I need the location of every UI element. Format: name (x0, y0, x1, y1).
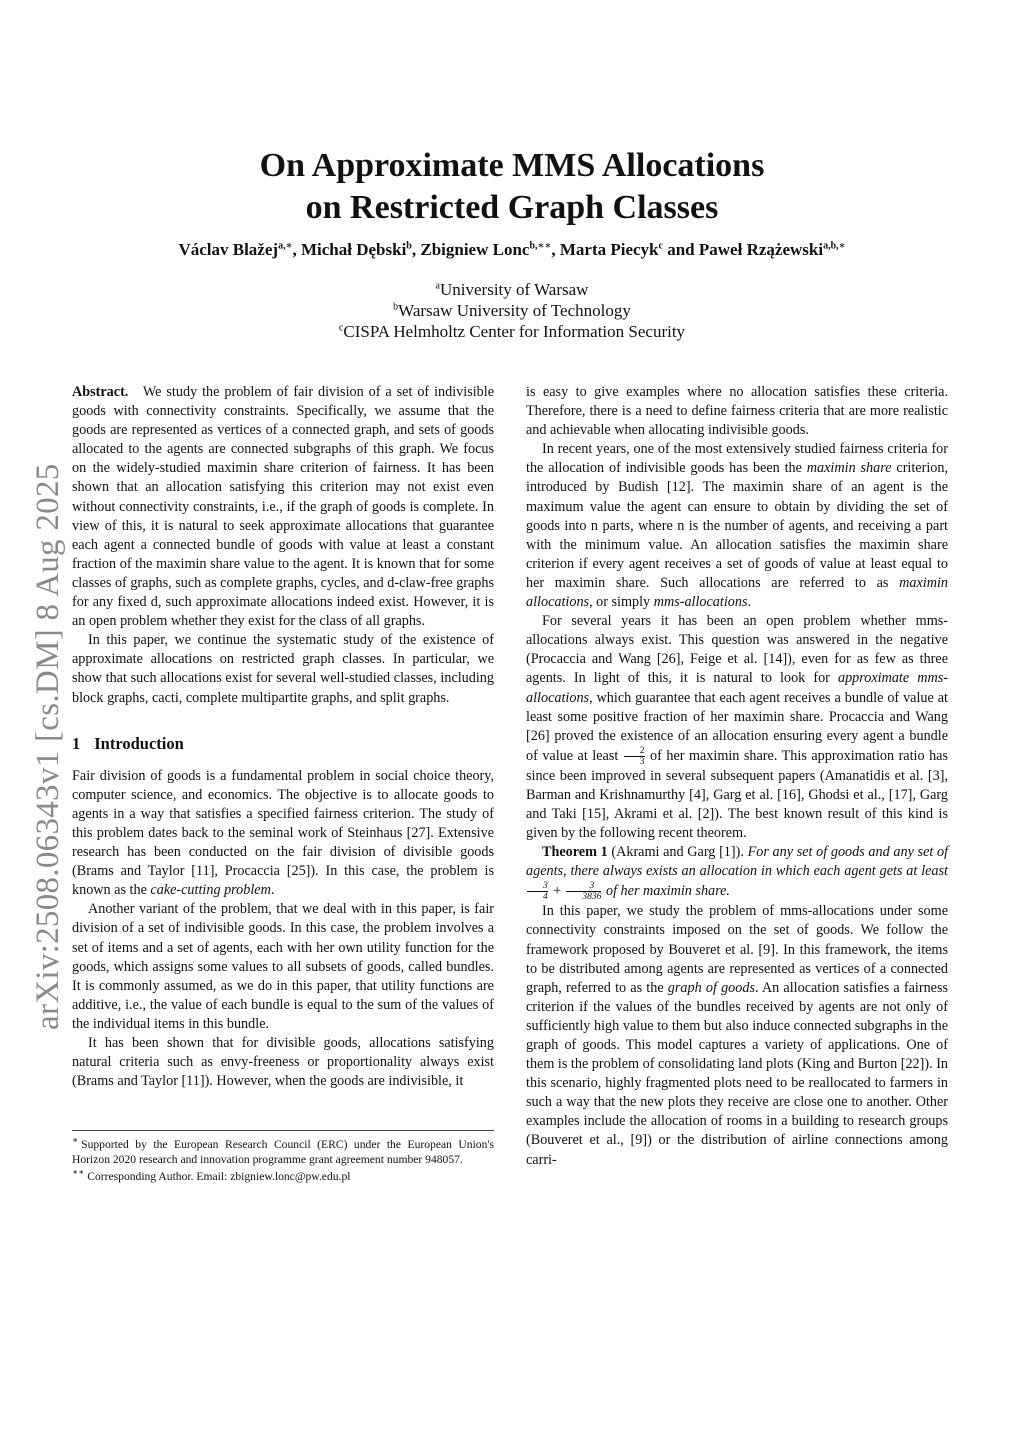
author: Michał Dębski (300, 240, 407, 259)
intro-text: . (270, 882, 275, 899)
intro-paragraph-2: Another variant of the problem, that we deal with in this paper, is fair division of a set of indivisible goods. In this case, the problem involves a set of items and a set of agents, each with her own utility function for the goods, which assigns some values to all subsets of goods, called bundles. It is commonly assumed, as we do in this paper, that utility functions are additive, i.e., the value of each bundle is equal to the sum of the values of the individual items in this bundle. (72, 901, 494, 1032)
author-affil-mark: a,∗ (278, 240, 293, 252)
body-emphasis: maximin allocations (526, 574, 948, 611)
body-text: criterion, introduced by Budish [12]. The maximin share of an agent is the maximum value the agent can ensure to obtain by dividing the set of goods into n parts, where n is the number of agents, and receiving a part with the minimum value. An allocation satisfies the maximin share criterion if every agent receives a set of goods of value at least equal to her maximin share. Such allocations are referred to as (526, 460, 948, 591)
plus-sign: + (552, 883, 562, 900)
body-text: , or simply (589, 594, 654, 611)
section-number: 1 (72, 733, 81, 753)
title-line-1: On Approximate MMS Allocations (259, 147, 765, 184)
author: Marta Piecyk (559, 240, 659, 259)
abstract-text: We study the problem of fair division of a set of indivisible goods with connectivity constraints. Specifically, we assume that the goods are represented as vertices of a connected graph, and sets of goods allocated to the agents are connected subgraphs of this graph. We focus on the widely-studied maximin share criterion of fairness. It has been shown that an allocation satisfying this criterion may not exist even without connectivity constraints, i.e., if the graph of goods is complete. In view of this, it is natural to seek approximate allocations that guarantee each agent a connected bundle of goods with value at least a constant fraction of the maximin share value to the agent. It is known that for some classes of graphs, such as complete graphs, cycles, and d-claw-free graphs for any fixed d, such approximate allocations indeed exist. However, it is an open problem whether they exist for the class of all graphs. (72, 384, 495, 630)
fraction (566, 881, 601, 902)
affil-name: CISPA Helmholtz Center for Information Security (343, 322, 686, 341)
affil-mark: b (393, 301, 399, 313)
footnote-text: Supported by the European Research Council (ERC) under the European Union's Horizon 2020 research and innovation programme grant agreement number 948057. (72, 1138, 494, 1166)
fraction-numerator: 3 (589, 881, 595, 892)
body-emphasis: approximate mms-allocations (526, 670, 948, 706)
fraction (624, 746, 645, 767)
body-paragraph: is easy to give examples where no allocation satisfies these criteria. Therefore, there is a need to define fairness criteria that are more realistic and achievable when allocating indivisible goods. (526, 384, 948, 439)
affil-name: Warsaw University of Technology (398, 301, 631, 320)
body-text: , which guarantee that each agent receives a bundle of value at least some positive fraction of her maximin share. Procaccia and Wang [26] proved the existence of an allocation ensuring every agent a bundle of value at least (526, 689, 948, 764)
author: Paweł Rzążewski (698, 240, 824, 259)
footnote (72, 1137, 494, 1167)
theorem-text: of her maximin share. (602, 883, 730, 900)
left-column (72, 383, 494, 1091)
affiliation (0, 321, 1024, 342)
affil-mark: c (338, 322, 344, 334)
footnote-mark: ∗ (72, 1135, 79, 1146)
author-affil-mark: b (406, 240, 412, 252)
body-emphasis: maximin share (806, 460, 892, 477)
abstract-label: Abstract. (72, 384, 129, 400)
body-text: In recent years, one of the most extensively studied fairness criteria for the allocation of indivisible goods has been the (526, 441, 948, 477)
affiliations (0, 279, 1024, 342)
body-text: of her maximin share. This approximation ratio has since been improved in several subsequent papers (Amanatidis et al. [3], Barman and Krishnamurthy [4], Garg et al. [16], Ghodsi et al., [17], Garg and Taki [15], Akrami et al. [2]). The best known result of this kind is given by the following recent theorem. (526, 747, 948, 842)
title-line-2: on Restricted Graph Classes (305, 189, 719, 226)
footnote (72, 1169, 494, 1184)
intro-paragraph-1 (72, 767, 494, 901)
affiliation (0, 300, 1024, 321)
intro-text: Fair division of goods is a fundamental problem in social choice theory, computer science, and economics. The objective is to allocate goods to agents in a way that satisfies a specified fairness criterion. The study of this problem dates back to the seminal work of Steinhaus [27]. Extensive research has been conducted on the fair division of divisible goods (Brams and Taylor [11], Procaccia [25]). In this case, the problem is known as the (72, 767, 494, 899)
body-emphasis: mms-allocations (653, 594, 748, 611)
section-title: Introduction (94, 733, 184, 753)
right-column (526, 383, 948, 1170)
theorem-citation: (Akrami and Garg [1]). (611, 844, 744, 861)
abstract-paragraph-2: In this paper, we continue the systematic study of the existence of approximate allocations on restricted graph classes. In particular, we show that such allocations exist for several well-studied classes, including block graphs, cacti, complete multipartite graphs, and split graphs. (72, 632, 494, 706)
abstract-paragraph (72, 383, 494, 631)
body-paragraph (526, 612, 948, 843)
author-list: Václav Blažej$^{a,∗}$, Michał Dębski$^b$, Zbigniew Lonc$^{b,∗∗}$, Marta Piecyk$^c$ and Paweł Rzążewski$^{a,b,∗}$ (178, 240, 846, 259)
affiliation (0, 279, 1024, 300)
body-paragraph (526, 440, 948, 612)
section-heading (72, 734, 494, 753)
author-affil-mark: a,b,∗ (823, 240, 846, 252)
footnote-text: Corresponding Author. Email: zbigniew.lonc@pw.edu.pl (87, 1170, 351, 1183)
body-emphasis: graph of goods (667, 979, 755, 996)
body-text: . (747, 594, 752, 611)
fraction-denominator: 4 (527, 891, 548, 902)
body-text: In this paper, we study the problem of mms-allocations under some connectivity constraints imposed on the set of goods. We follow the framework proposed by Bouveret et al. [9]. In this framework, the items to be distributed among agents are represented as vertices of a connected graph, referred to as the (526, 903, 948, 996)
footnotes (72, 1130, 494, 1186)
author: Zbigniew Lonc (420, 240, 530, 259)
arxiv-identifier: arXiv:2508.06343v1 [cs.DM] 8 Aug 2025 (30, 463, 66, 1030)
body-paragraph (526, 902, 948, 1169)
intro-emphasis: cake-cutting problem (150, 882, 271, 899)
affil-name: University of Warsaw (440, 280, 589, 299)
author: Václav Blažej (178, 240, 279, 259)
intro-paragraph-3: It has been shown that for divisible goods, allocations satisfying natural criteria such as envy-freeness or proportionality always exist (Brams and Taylor [11]). However, when the goods are indivisible, it (72, 1035, 494, 1090)
fraction (527, 881, 548, 902)
paper-title (0, 145, 1024, 229)
fraction-numerator: 2 (639, 745, 645, 756)
theorem-label: Theorem 1 (542, 844, 608, 861)
fraction-numerator: 3 (543, 881, 548, 892)
author-affil-mark: b,∗∗ (529, 240, 552, 252)
body-text: For several years it has been an open problem whether mms-allocations always exist. This question was answered in the negative (Procaccia and Wang [26], Feige et al. [14]), even for as few as three agents. In light of this, it is natural to look for (526, 613, 948, 687)
fraction-denominator: 3836 (566, 891, 601, 902)
footnote-mark: ∗∗ (72, 1167, 85, 1178)
affil-mark: a (435, 280, 440, 292)
author-affil-mark: c (658, 240, 663, 252)
theorem-text: For any set of goods and any set of agents, there always exists an allocation in which each agent gets at least (526, 844, 949, 880)
theorem-block (526, 843, 948, 902)
fraction-denominator: 3 (624, 756, 645, 767)
body-text: . An allocation satisfies a fairness criterion if the values of the bundles received by agents are not only of sufficiently high value to them but also induce connected subgraphs in the graph of goods. This model captures a variety of applications. One of them is the problem of consolidating land plots (King and Burton [22]). In this scenario, highly fragmented plots need to be reallocated to farmers in such a way that the new plots they receive are close one to another. Other examples include the allocation of rooms in a building to research groups (Bouveret et al., [9]) or the distribution of airline connections among carri- (526, 979, 949, 1168)
